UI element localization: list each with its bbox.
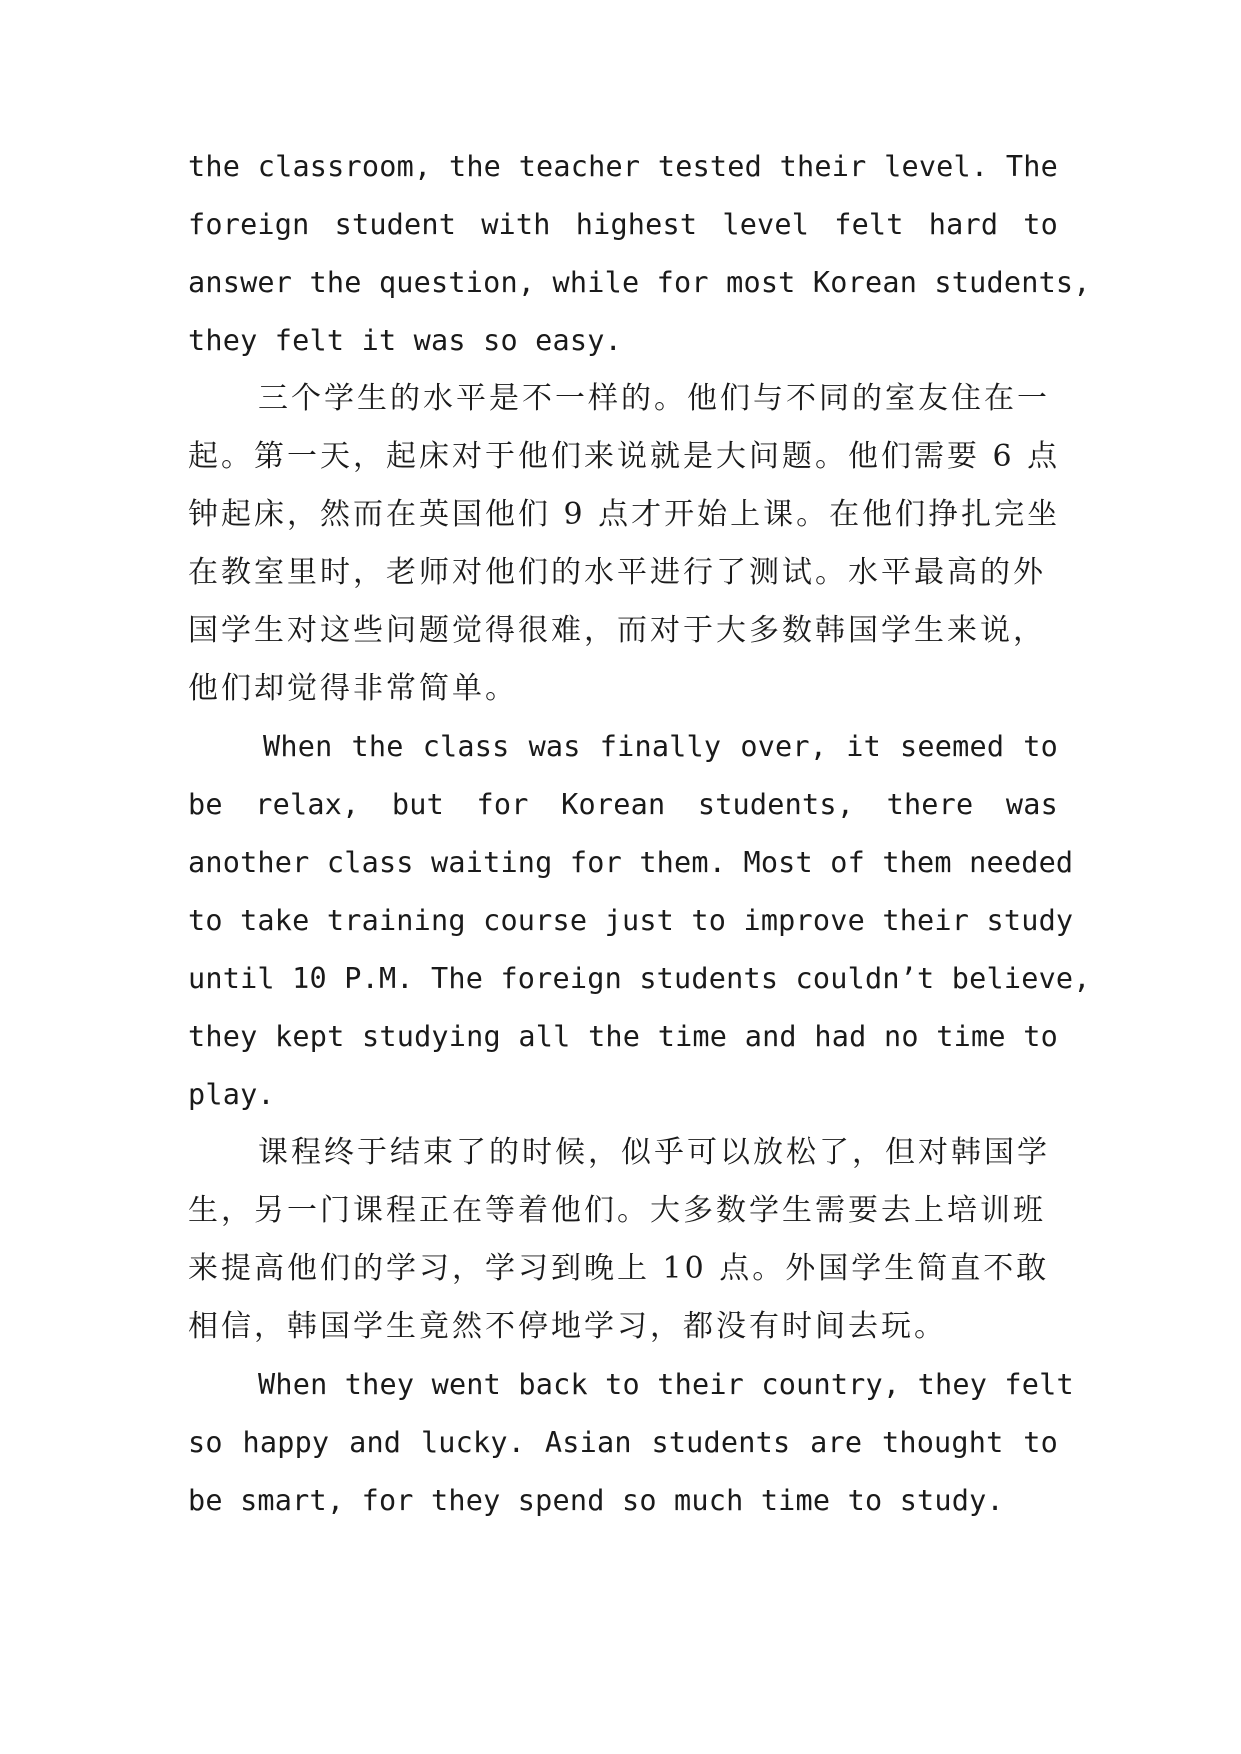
text-line: 课程终于结束了的时候，似乎可以放松了，但对韩国学 (258, 1135, 1050, 1170)
text-line: so happy and lucky. Asian students are thought to (188, 1426, 1058, 1459)
paragraph-zh-2 (188, 1124, 1058, 1356)
paragraph-en-3 (188, 1356, 1074, 1530)
text-line: 来提高他们的学习，学习到晚上 10 点。外国学生简直不敢 (188, 1251, 1050, 1286)
text-line: 起。第一天，起床对于他们来说就是大问题。他们需要 6 点 (188, 439, 1061, 474)
text-line: 国学生对这些问题觉得很难，而对于大多数韩国学生来说， (188, 613, 1046, 648)
paragraph-zh-1 (188, 370, 1061, 718)
text-line: they felt it was so easy. (188, 324, 622, 357)
text-line: play. (188, 1078, 275, 1111)
text-line: foreign student with highest level felt hard to (188, 208, 1058, 241)
text-line: 他们却觉得非常简单。 (188, 671, 518, 706)
text-line: 三个学生的水平是不一样的。他们与不同的室友住在一 (258, 381, 1050, 416)
text-line: 在教室里时，老师对他们的水平进行了测试。水平最高的外 (188, 555, 1046, 590)
text-line: When the class was finally over, it seemed to (263, 730, 1058, 763)
text-line: 钟起床，然而在英国他们 9 点才开始上课。在他们挣扎完坐 (188, 497, 1061, 532)
document-body (188, 138, 1091, 1530)
text-line: to take training course just to improve their study (188, 904, 1074, 937)
text-line: the classroom, the teacher tested their level. The (188, 150, 1058, 183)
paragraph-en-2 (188, 718, 1091, 1124)
text-line: until 10 P.M. The foreign students couldn’t believe, (188, 962, 1091, 995)
text-line: 相信，韩国学生竟然不停地学习，都没有时间去玩。 (188, 1309, 947, 1344)
text-line: When they went back to their country, they felt (258, 1368, 1074, 1401)
text-line: answer the question, while for most Korean students, (188, 266, 1091, 299)
text-line: another class waiting for them. Most of them needed (188, 846, 1074, 879)
text-line: be smart, for they spend so much time to study. (188, 1484, 1004, 1517)
text-line: be relax, but for Korean students, there was (188, 788, 1058, 821)
text-line: 生，另一门课程正在等着他们。大多数学生需要去上培训班 (188, 1193, 1046, 1228)
paragraph-en-1 (188, 138, 1091, 370)
text-line: they kept studying all the time and had no time to (188, 1020, 1058, 1053)
